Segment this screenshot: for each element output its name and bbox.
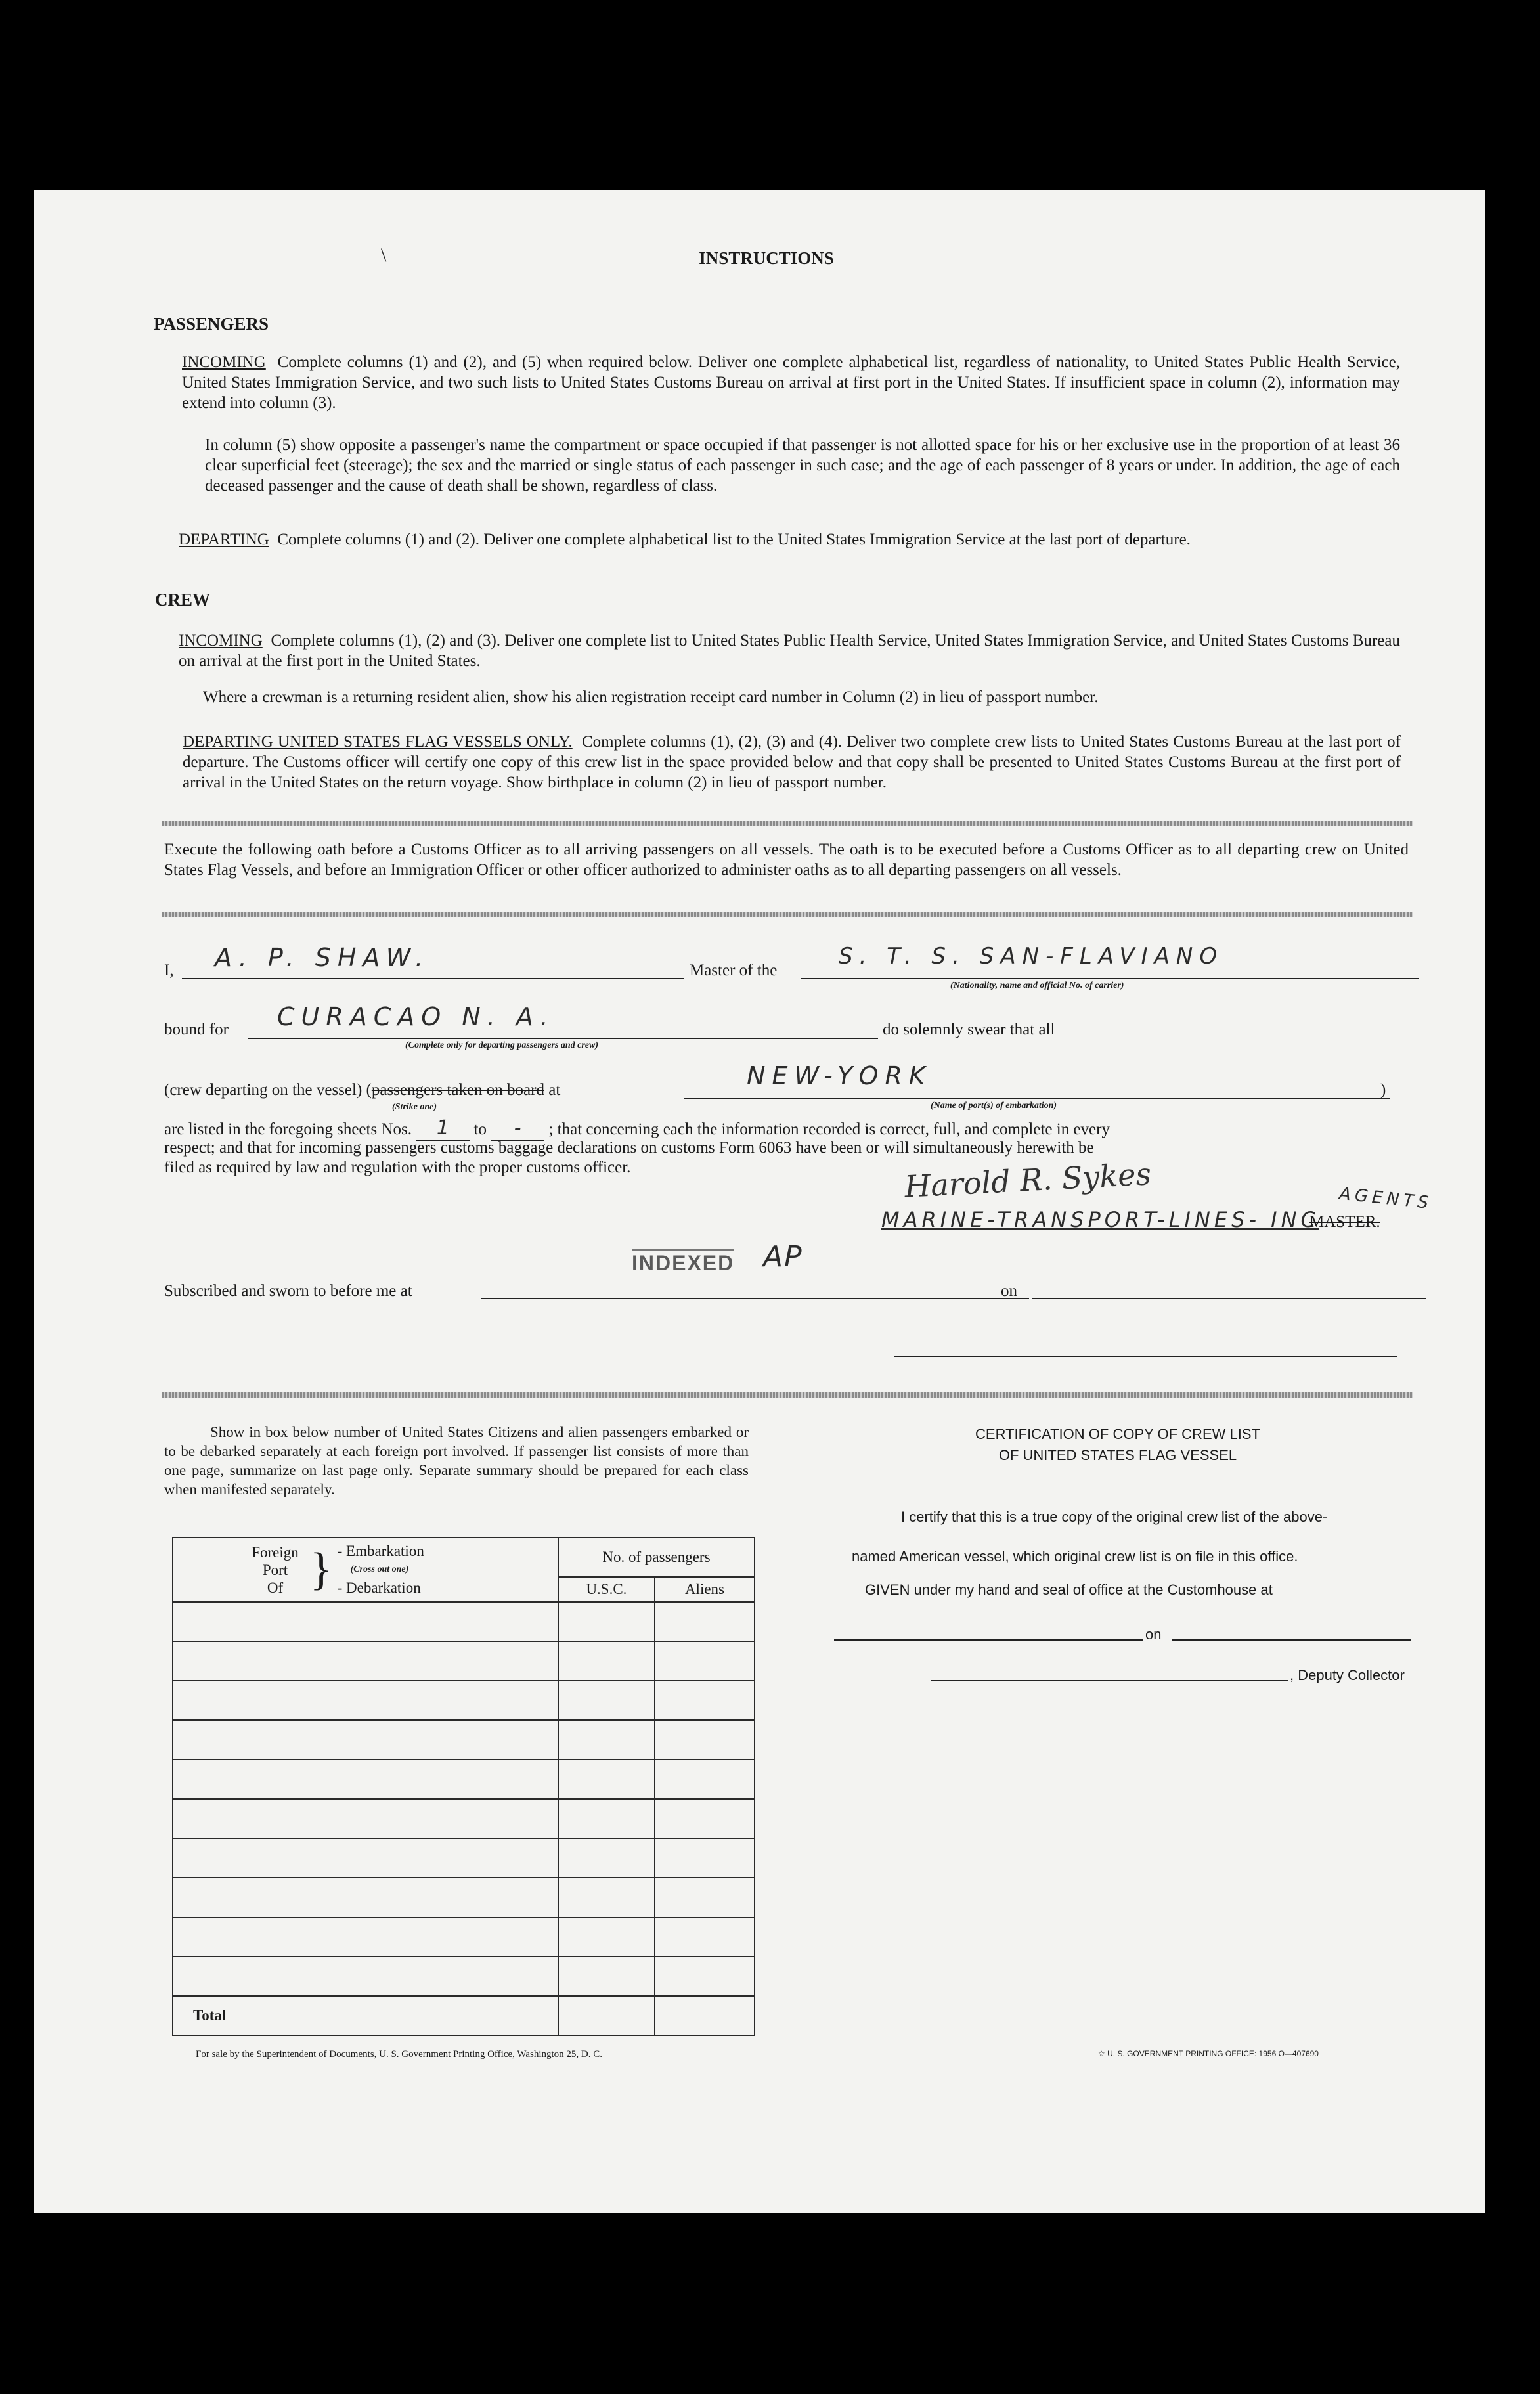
- aliens-cell[interactable]: [655, 1602, 755, 1641]
- port-cell[interactable]: [173, 1878, 558, 1917]
- subscribed-date-field[interactable]: [1032, 1298, 1426, 1299]
- bound-for-field[interactable]: [248, 1038, 878, 1039]
- deputy-signature-field[interactable]: [931, 1680, 1288, 1681]
- table-row: [173, 1799, 755, 1838]
- agent-line: MARINE-TRANSPORT-LINES- INC: [881, 1207, 1319, 1232]
- master-struck: MASTER.: [1309, 1213, 1380, 1231]
- crew-incoming-paragraph: [179, 631, 1400, 671]
- aliens-cell[interactable]: [655, 1681, 755, 1720]
- master-of-label: Master of the: [690, 962, 778, 979]
- crew-incoming-label: INCOMING: [179, 632, 263, 650]
- aliens-header: Aliens: [655, 1577, 755, 1602]
- usc-cell[interactable]: [558, 1838, 655, 1878]
- incoming-label: INCOMING: [182, 353, 266, 371]
- officer-signature-field[interactable]: [894, 1356, 1397, 1357]
- filed-line: filed as required by law and regulation with the proper customs officer.: [164, 1159, 631, 1176]
- departing-label: DEPARTING: [179, 531, 269, 548]
- passengers-incoming-paragraph: [182, 352, 1400, 413]
- sheets-label: are listed in the foregoing sheets Nos.: [164, 1120, 412, 1138]
- sheet-to-value: -: [514, 1117, 521, 1140]
- vessel-value: S. T. S. SAN-FLAVIANO: [839, 943, 1224, 969]
- aliens-cell[interactable]: [655, 1838, 755, 1878]
- crew-departing-text: Complete columns (1), (2), (3) and (4). Deliver two complete crew lists to United States Customs Bureau at the last port of departure. The Customs officer will certify one copy of this crew list in the space provided below and that copy shall be presented to United States Customs Bureau at the first port of arrival in the United States on the return voyage. Show birthplace in column (2) in lieu of passport number.: [183, 733, 1401, 791]
- aliens-cell[interactable]: [655, 1878, 755, 1917]
- crew-departing-line: [164, 1080, 560, 1100]
- passenger-summary-table: [172, 1537, 755, 2036]
- cert-title-line2: OF UNITED STATES FLAG VESSEL: [998, 1447, 1237, 1463]
- customhouse-field[interactable]: [834, 1639, 1143, 1641]
- port-caption: (Name of port(s) of embarkation): [931, 1101, 1057, 1111]
- total-usc-cell[interactable]: [558, 1996, 655, 2035]
- total-label: Total: [173, 1996, 558, 2035]
- total-aliens-cell[interactable]: [655, 1996, 755, 2035]
- usc-cell[interactable]: [558, 1799, 655, 1838]
- port-cell[interactable]: [173, 1641, 558, 1681]
- for-sale-footer: For sale by the Superintendent of Documents, U. S. Government Printing Office, Washington 25, D. C.: [196, 2049, 602, 2060]
- divider: [162, 821, 1413, 826]
- certification-text: [852, 1497, 1443, 1576]
- usc-cell[interactable]: [558, 1602, 655, 1641]
- bound-for-value: CURACAO N. A.: [277, 1002, 555, 1031]
- crew-departing-paragraph: [183, 732, 1401, 793]
- usc-cell[interactable]: [558, 1720, 655, 1760]
- at-label: at: [548, 1081, 561, 1099]
- agents-word: AGENTS: [1338, 1184, 1434, 1214]
- subscribed-place-field[interactable]: [481, 1298, 1029, 1299]
- subscribed-label: Subscribed and sworn to before me at: [164, 1282, 412, 1300]
- total-row: [173, 1996, 755, 2035]
- no-passengers-header: No. of passengers: [558, 1538, 755, 1577]
- col-port: Port: [262, 1561, 288, 1578]
- port-field[interactable]: [684, 1098, 1390, 1099]
- usc-cell[interactable]: [558, 1957, 655, 1996]
- table-row: [173, 1838, 755, 1878]
- cert-text-line2: named American vessel, which original crew list is on file in this office.: [852, 1548, 1298, 1564]
- port-cell[interactable]: [173, 1602, 558, 1641]
- cross-out-label: (Cross out one): [350, 1564, 409, 1574]
- usc-cell[interactable]: [558, 1917, 655, 1957]
- cert-text-line1: I certify that this is a true copy of the original crew list of the above-: [901, 1509, 1328, 1525]
- table-row: [173, 1760, 755, 1799]
- master-name-field[interactable]: [182, 978, 684, 979]
- subscribed-on-label: on: [1001, 1282, 1017, 1300]
- col-of: Of: [267, 1579, 284, 1596]
- certification-title: [822, 1424, 1413, 1466]
- port-cell[interactable]: [173, 1720, 558, 1760]
- sheets-tail: ; that concerning each the information recorded is correct, full, and complete in every: [548, 1120, 1110, 1138]
- aliens-cell[interactable]: [655, 1957, 755, 1996]
- summary-instructions: Show in box below number of United States Citizens and alien passengers embarked or to be debarked separately at each foreign port involved. If passenger list consists of more than one page, summarize on last page only. Separate summary should be prepared for each class when manifested separately.: [164, 1424, 749, 1497]
- port-cell[interactable]: [173, 1760, 558, 1799]
- close-paren: ): [1380, 1081, 1386, 1099]
- strike-caption: (Strike one): [392, 1102, 437, 1112]
- gpo-footer: ☆ U. S. GOVERNMENT PRINTING OFFICE: 1956 O—407690: [1098, 2049, 1319, 2058]
- departing-text: Complete columns (1) and (2). Deliver one complete alphabetical list to the United States Immigration Service at the last port of departure.: [277, 531, 1191, 548]
- table-row: [173, 1917, 755, 1957]
- table-row: [173, 1720, 755, 1760]
- column5-paragraph: In column (5) show opposite a passenger's name the compartment or space occupied if that passenger is not allotted space for his or her exclusive use in the proportion of at least 36 clear superficial feet (steerage); the sex and the married or single status of each passenger in such case; and the age of each passenger of 8 years or under. In addition, the age of each deceased passenger and the cause of death shall be shown, regardless of class.: [205, 436, 1400, 495]
- swear-label: do solemnly swear that all: [883, 1021, 1055, 1038]
- brace: }: [310, 1544, 332, 1595]
- vessel-caption: (Nationality, name and official No. of carrier): [950, 981, 1124, 990]
- port-cell[interactable]: [173, 1799, 558, 1838]
- table-row: [173, 1641, 755, 1681]
- port-cell[interactable]: [173, 1917, 558, 1957]
- port-cell[interactable]: [173, 1838, 558, 1878]
- port-cell[interactable]: [173, 1957, 558, 1996]
- page-title: INSTRUCTIONS: [699, 248, 834, 268]
- bound-for-label: bound for: [164, 1021, 229, 1038]
- passengers-departing-paragraph: [179, 529, 1400, 550]
- port-value: NEW-YORK: [747, 1061, 932, 1090]
- aliens-cell[interactable]: [655, 1760, 755, 1799]
- cert-title-line1: CERTIFICATION OF COPY OF CREW LIST: [975, 1426, 1260, 1442]
- master-signature: Harold R. Sykes: [903, 1156, 1153, 1205]
- indexed-initials: AP: [763, 1240, 803, 1274]
- aliens-cell[interactable]: [655, 1799, 755, 1838]
- usc-cell[interactable]: [558, 1681, 655, 1720]
- usc-header: U.S.C.: [558, 1577, 655, 1602]
- to-label: to: [473, 1120, 487, 1138]
- indexed-stamp: INDEXED: [632, 1249, 734, 1275]
- form-page: [34, 190, 1485, 2213]
- table-row: [173, 1681, 755, 1720]
- table-row: [173, 1602, 755, 1641]
- usc-cell[interactable]: [558, 1760, 655, 1799]
- bound-caption: (Complete only for departing passengers and crew): [405, 1040, 598, 1050]
- respect-line: respect; and that for incoming passengers customs baggage declarations on customs Form 6063 have been or will simultaneously herewith be: [164, 1139, 1094, 1157]
- col-foreign: Foreign: [252, 1543, 299, 1561]
- oath-instructions: Execute the following oath before a Customs Officer as to all arriving passengers on all vessels. The oath is to be executed before a Customs Officer as to all departing crew on United States Flag Vessels, and before an Immigration Officer or other officer authorized to administer oaths as to all departing passengers on all vessels.: [164, 841, 1409, 879]
- deputy-collector-label: , Deputy Collector: [1290, 1667, 1405, 1683]
- aliens-cell[interactable]: [655, 1641, 755, 1681]
- sheet-from-value: 1: [436, 1117, 449, 1140]
- i-label: I,: [164, 962, 174, 979]
- stray-mark: \: [381, 244, 387, 266]
- master-name-value: A. P. SHAW.: [215, 943, 430, 972]
- foreign-port-header: [173, 1538, 558, 1602]
- passengers-struck: passengers taken on board: [371, 1081, 544, 1099]
- divider: [162, 1392, 1413, 1398]
- debarkation-label: - Debarkation: [337, 1580, 421, 1596]
- crew-departing-label: (crew departing on the vessel) (: [164, 1081, 372, 1099]
- aliens-cell[interactable]: [655, 1720, 755, 1760]
- cert-on-label: on: [1145, 1626, 1162, 1643]
- vessel-field[interactable]: [801, 978, 1419, 979]
- crew-incoming-text: Complete columns (1), (2) and (3). Deliver one complete list to United States Public Health Service, United States Immigration Service, and United States Customs Bureau on arrival at the first port in the United States.: [179, 632, 1400, 670]
- aliens-cell[interactable]: [655, 1917, 755, 1957]
- incoming-text: Complete columns (1) and (2), and (5) when required below. Deliver one complete alphabetical list, regardless of nationality, to United States Public Health Service, United States Immigration Service, and two such lists to United States Customs Bureau on arrival at first port in the United States. If insufficient space in column (2), information may extend into column (3).: [182, 353, 1401, 412]
- cert-date-field[interactable]: [1172, 1639, 1411, 1641]
- crew-heading: CREW: [155, 590, 211, 610]
- table-row: [173, 1957, 755, 1996]
- table-row: [173, 1878, 755, 1917]
- usc-cell[interactable]: [558, 1878, 655, 1917]
- crew-departing-label: DEPARTING UNITED STATES FLAG VESSELS ONLY.: [183, 733, 573, 751]
- cert-given: GIVEN under my hand and seal of office at the Customhouse at: [865, 1582, 1273, 1598]
- usc-cell[interactable]: [558, 1641, 655, 1681]
- passengers-heading: PASSENGERS: [154, 314, 269, 334]
- divider: [162, 912, 1413, 917]
- embarkation-label: - Embarkation: [337, 1543, 424, 1559]
- port-cell[interactable]: [173, 1681, 558, 1720]
- resident-alien-note: Where a crewman is a returning resident alien, show his alien registration receipt card number in Column (2) in lieu of passport number.: [203, 688, 1099, 706]
